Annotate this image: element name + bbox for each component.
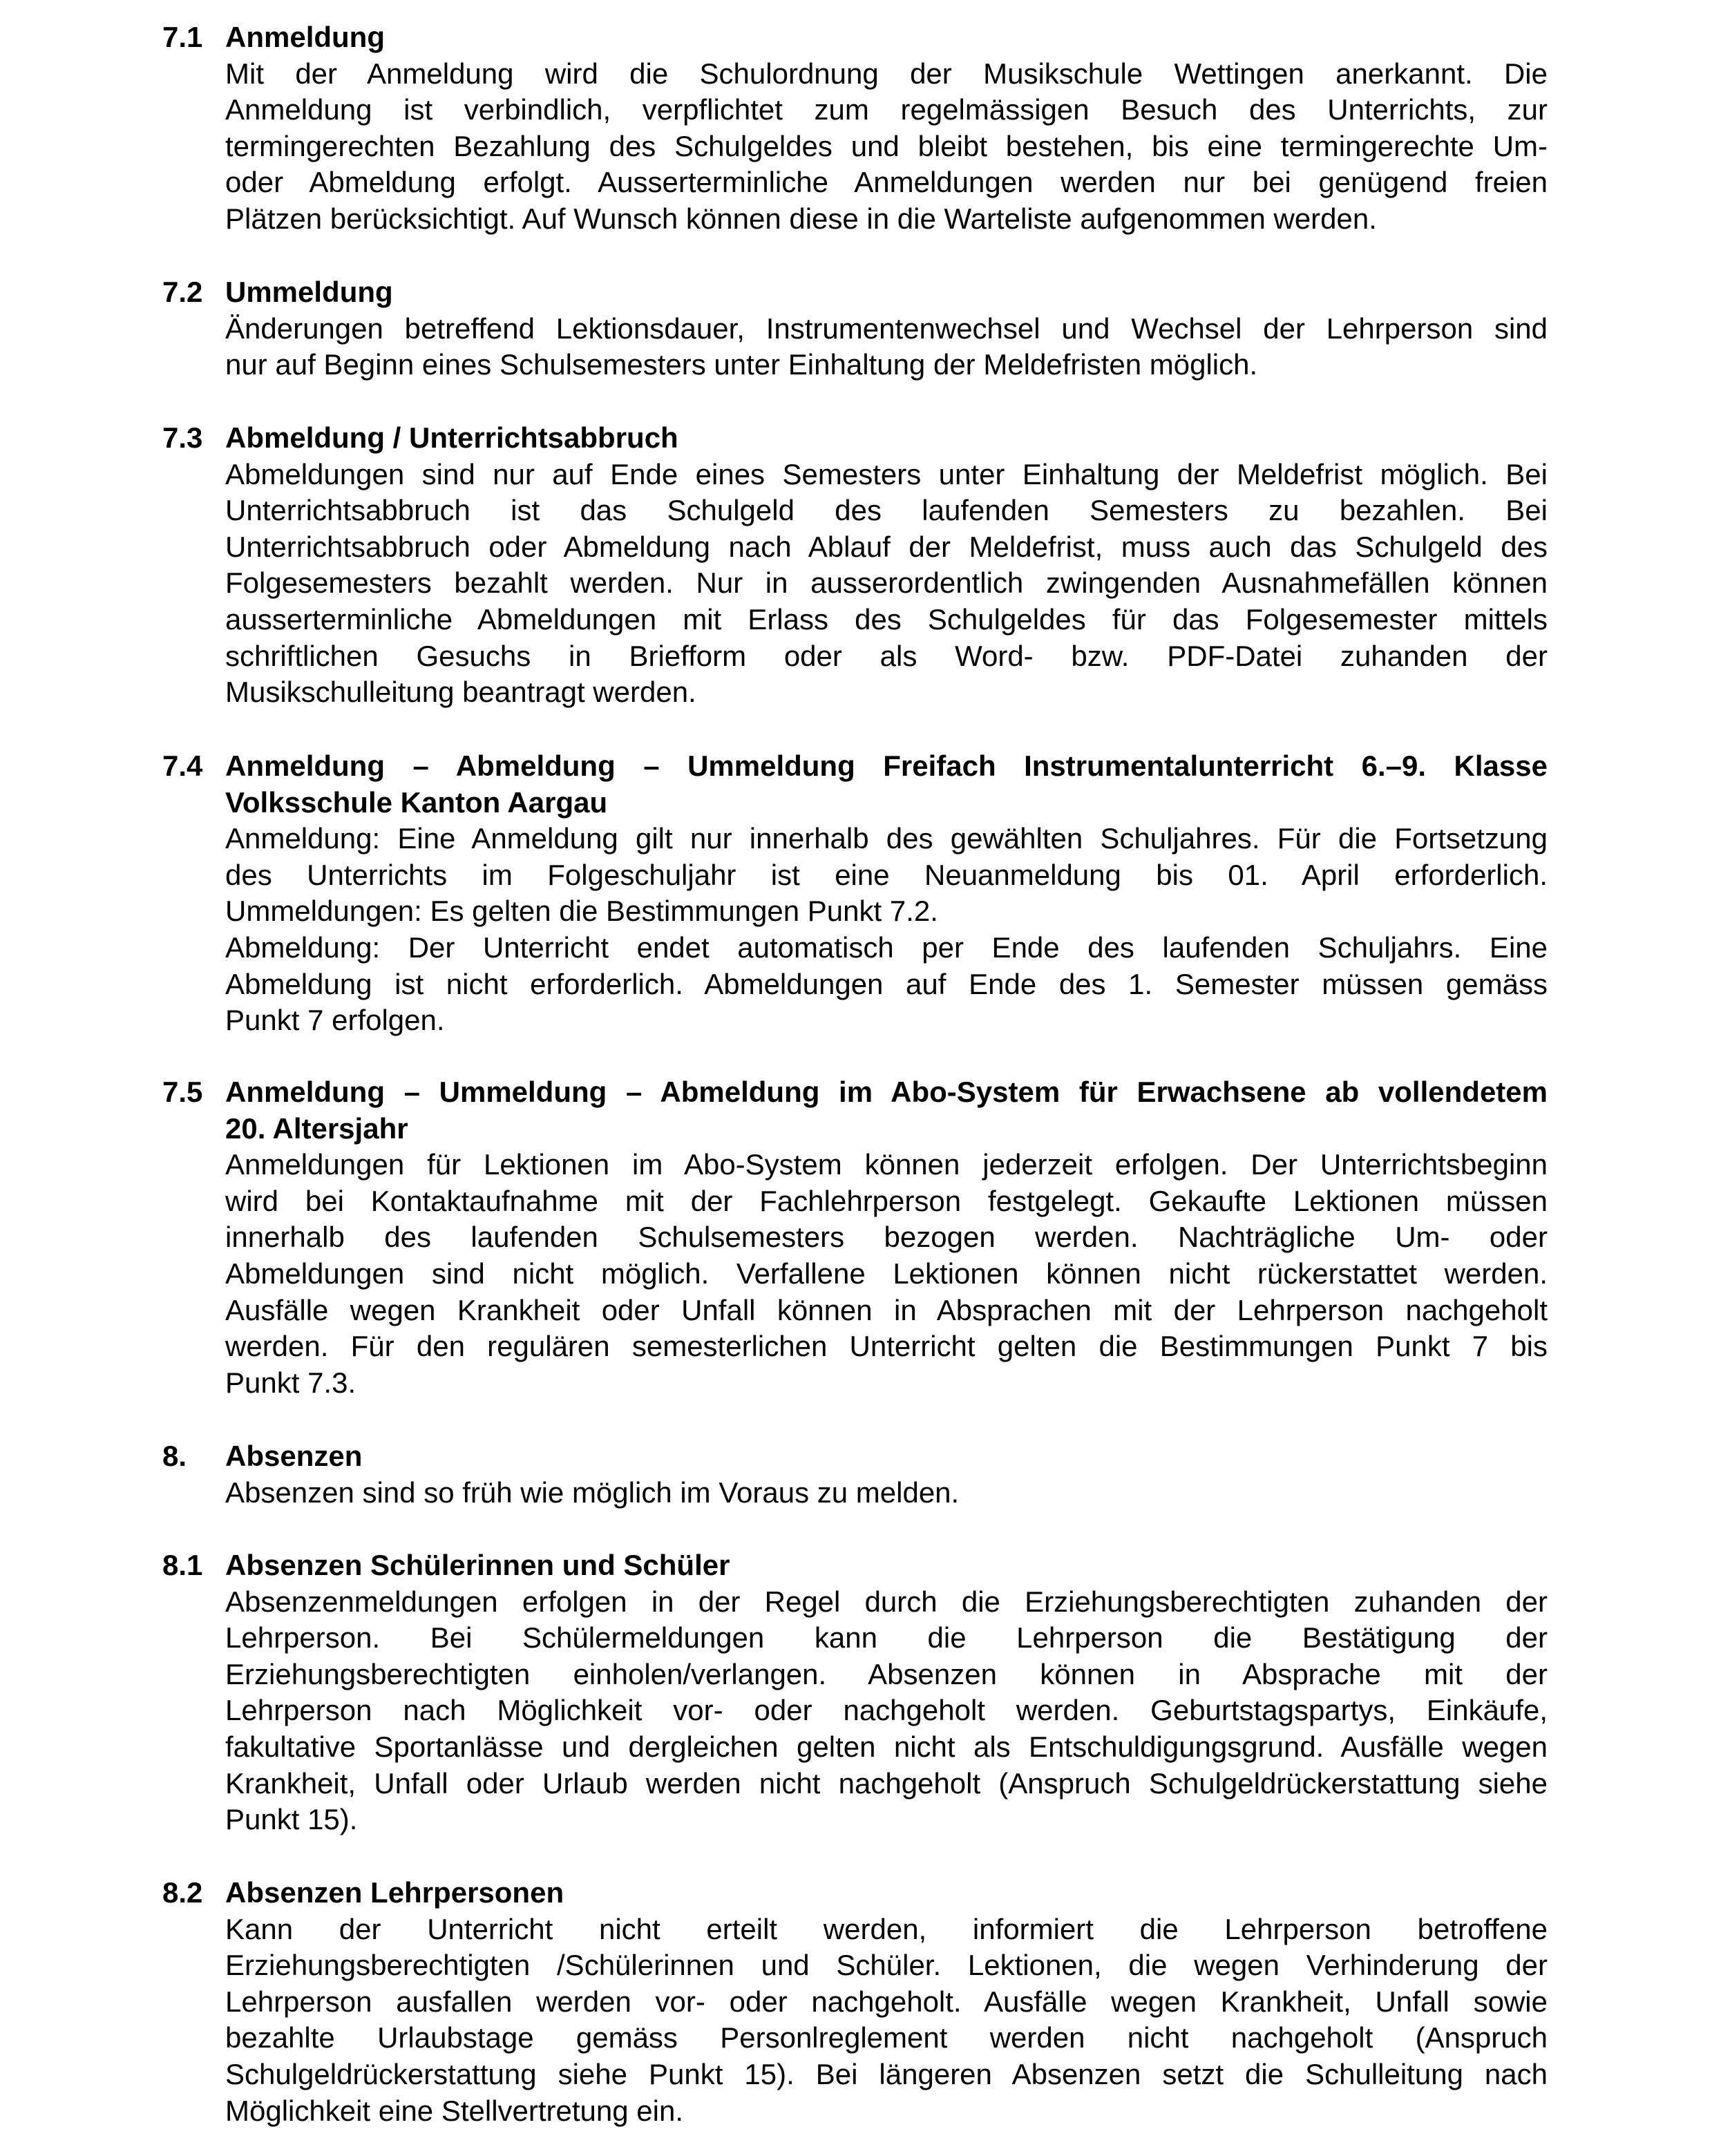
body-line: Erziehungsberechtigten /Schülerinnen und Schüler. Lektionen, die wegen Verhinderung der: [225, 1949, 1548, 1982]
body-line: ausserterminliche Abmeldungen mit Erlass des Schulgeldes für das Folgesemester mittels: [225, 602, 1548, 636]
section-number: 7.5: [162, 1076, 203, 1108]
body-line: Abmeldung ist nicht erforderlich. Abmeldungen auf Ende des 1. Semester müssen gemäss: [225, 967, 1548, 1000]
body-line: Unterrichtsabbruch oder Abmeldung nach Ablauf der Meldefrist, muss auch das Schulgeld des: [225, 530, 1548, 563]
body-line: bezahlte Urlaubstage gemäss Personlreglement werden nicht nachgeholt (Anspruch: [225, 2021, 1548, 2054]
section-body: [225, 311, 1548, 383]
section-body: [225, 1147, 1548, 1401]
body-line: oder Abmeldung erfolgt. Ausserterminliche Anmeldungen werden nur bei genügend freien: [225, 166, 1548, 199]
section-title-line: Anmeldung – Abmeldung – Ummeldung Freifach Instrumentalunterricht 6.–9. Klasse: [225, 750, 1548, 782]
section-title: [225, 420, 1548, 457]
body-line: schriftlichen Gesuchs in Briefform oder als Word- bzw. PDF-Datei zuhanden der: [225, 639, 1548, 672]
section-body: [225, 1475, 1548, 1511]
section-title-line: Absenzen: [225, 1440, 363, 1472]
body-line: Plätzen berücksichtigt. Auf Wunsch können diese in die Warteliste aufgenommen werden.: [225, 202, 1377, 235]
section-number: 8.1: [162, 1549, 203, 1581]
body-line: Kann der Unterricht nicht erteilt werden, informiert die Lehrperson betroffene: [225, 1912, 1548, 1945]
section-title-line: 20. Altersjahr: [225, 1112, 408, 1145]
section-title: [225, 1074, 1548, 1147]
body-line: Lehrperson. Bei Schülermeldungen kann die Lehrperson die Bestätigung der: [225, 1621, 1548, 1654]
body-line: Anmeldung: Eine Anmeldung gilt nur innerhalb des gewählten Schuljahres. Für die Fortsetzung: [225, 822, 1548, 855]
body-line: Lehrperson ausfallen werden vor- oder nachgeholt. Ausfälle wegen Krankheit, Unfall sowie: [225, 1985, 1548, 2018]
section-number: 8.: [162, 1440, 187, 1472]
section-body: [225, 1911, 1548, 2130]
body-line: werden. Für den regulären semesterlichen Unterricht gelten die Bestimmungen Punkt 7 bis: [225, 1330, 1548, 1363]
section-number: 8.2: [162, 1876, 203, 1909]
body-line: Abmeldungen sind nur auf Ende eines Semesters unter Einhaltung der Meldefrist möglich. Bei: [225, 457, 1548, 490]
section-title: [225, 1438, 1548, 1475]
section-title-line: Ummeldung: [225, 276, 393, 308]
section-title-line: Volksschule Kanton Aargau: [225, 785, 608, 819]
section-title: [225, 19, 1548, 56]
body-line: Punkt 7 erfolgen.: [225, 1004, 445, 1037]
section-title: [225, 1875, 1548, 1911]
body-line: Absenzenmeldungen erfolgen in der Regel durch die Erziehungsberechtigten zuhanden der: [225, 1585, 1548, 1618]
body-line: Ausfälle wegen Krankheit oder Unfall können in Absprachen mit der Lehrperson nachgeholt: [225, 1293, 1548, 1326]
body-line: Erziehungsberechtigten einholen/verlangen. Absenzen können in Absprache mit der: [225, 1657, 1548, 1690]
section-title: [225, 748, 1548, 821]
section-title-line: Anmeldung: [225, 21, 385, 53]
section-title-line: Absenzen Lehrpersonen: [225, 1876, 564, 1909]
body-line: Lehrperson nach Möglichkeit vor- oder nachgeholt werden. Geburtstagspartys, Einkäufe,: [225, 1694, 1548, 1727]
body-line: Unterrichtsabbruch ist das Schulgeld des laufenden Semesters zu bezahlen. Bei: [225, 494, 1548, 527]
body-line: Punkt 7.3.: [225, 1366, 356, 1399]
section-number: 7.3: [162, 421, 203, 454]
body-line: Anmeldung ist verbindlich, verpflichtet zum regelmässigen Besuch des Unterrichts, zur: [225, 93, 1548, 126]
body-line: Krankheit, Unfall oder Urlaub werden nicht nachgeholt (Anspruch Schulgeldrückerstattung siehe: [225, 1766, 1548, 1800]
body-line: Änderungen betreffend Lektionsdauer, Instrumentenwechsel und Wechsel der Lehrperson sind: [225, 312, 1548, 345]
section-number: 7.4: [162, 750, 203, 782]
section-title-line: Anmeldung – Ummeldung – Abmeldung im Abo-System für Erwachsene ab vollendetem: [225, 1076, 1548, 1108]
body-line: fakultative Sportanlässe und dergleichen gelten nicht als Entschuldigungsgrund. Ausfälle wegen: [225, 1730, 1548, 1763]
body-line: des Unterrichts im Folgeschuljahr ist eine Neuanmeldung bis 01. April erforderlich.: [225, 858, 1548, 891]
section-body: [225, 457, 1548, 711]
body-line: Absenzen sind so früh wie möglich im Voraus zu melden.: [225, 1476, 960, 1509]
section-title: [225, 274, 1548, 311]
body-line: termingerechten Bezahlung des Schulgeldes und bleibt bestehen, bis eine termingerechte Um-: [225, 129, 1548, 162]
section-title-line: Abmeldung / Unterrichtsabbruch: [225, 421, 678, 454]
body-line: Abmeldungen sind nicht möglich. Verfallene Lektionen können nicht rückerstattet werden.: [225, 1257, 1548, 1290]
body-line: innerhalb des laufenden Schulsemesters bezogen werden. Nachträgliche Um- oder: [225, 1221, 1548, 1254]
body-line: Abmeldung: Der Unterricht endet automatisch per Ende des laufenden Schuljahrs. Eine: [225, 931, 1548, 964]
body-line: Folgesemesters bezahlt werden. Nur in ausserordentlich zwingenden Ausnahmefällen können: [225, 566, 1548, 600]
section-number: 7.1: [162, 21, 203, 53]
section-title-line: Absenzen Schülerinnen und Schüler: [225, 1549, 730, 1581]
section-body: [225, 821, 1548, 1039]
body-line: Punkt 15).: [225, 1803, 358, 1836]
body-line: Möglichkeit eine Stellvertretung ein.: [225, 2094, 684, 2127]
body-line: Mit der Anmeldung wird die Schulordnung der Musikschule Wettingen anerkannt. Die: [225, 57, 1548, 90]
section-number: 7.2: [162, 276, 203, 308]
body-line: Musikschulleitung beantragt werden.: [225, 676, 696, 709]
section-title: [225, 1547, 1548, 1584]
body-line: Schulgeldrückerstattung siehe Punkt 15). Bei längeren Absenzen setzt die Schulleitung nach: [225, 2057, 1548, 2090]
section-body: [225, 1584, 1548, 1838]
body-line: nur auf Beginn eines Schulsemesters unter Einhaltung der Meldefristen möglich.: [225, 348, 1258, 381]
body-line: Ummeldungen: Es gelten die Bestimmungen Punkt 7.2.: [225, 895, 938, 928]
section-body: [225, 56, 1548, 238]
body-line: Anmeldungen für Lektionen im Abo-System können jederzeit erfolgen. Der Unterrichtsbeginn: [225, 1148, 1548, 1181]
body-line: wird bei Kontaktaufnahme mit der Fachlehrperson festgelegt. Gekaufte Lektionen müssen: [225, 1184, 1548, 1217]
